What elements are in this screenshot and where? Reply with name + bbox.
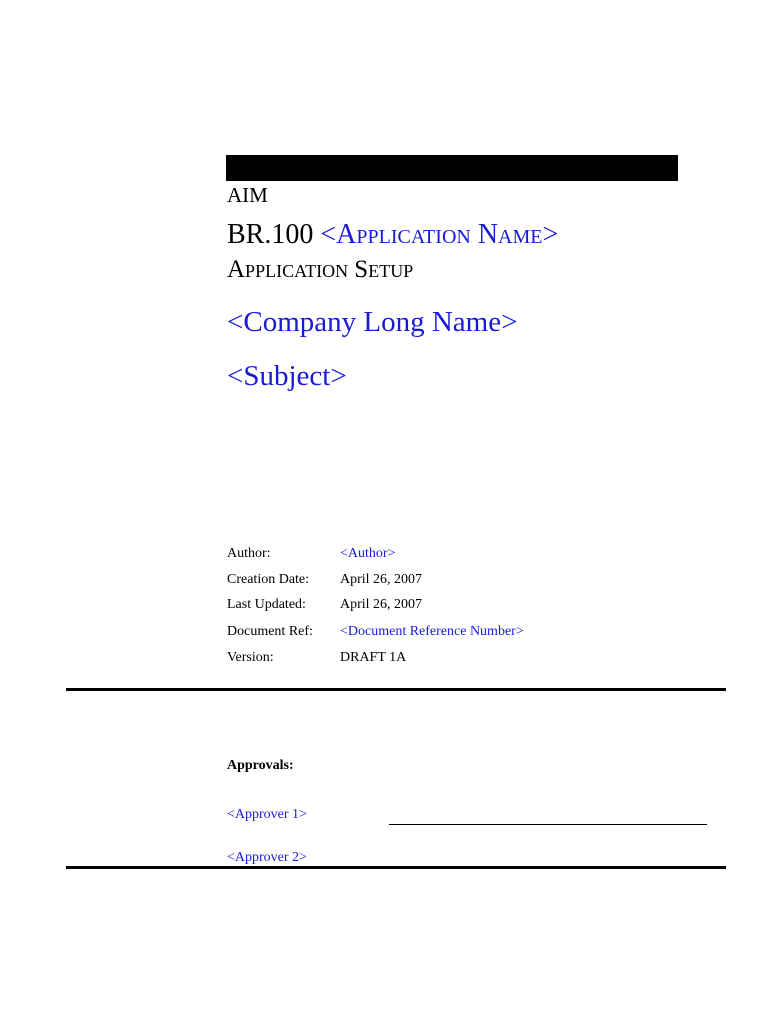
creation-date-value: April 26, 2007 [340, 572, 423, 587]
approvals-heading: Approvals: [227, 758, 294, 773]
document-title [227, 218, 558, 252]
document-code: BR.100 [227, 219, 314, 250]
company-long-name-placeholder: <Company Long Name> [227, 306, 518, 338]
org-name: AIM [227, 183, 268, 207]
approver-1-signature-line [389, 824, 707, 825]
last-updated-value: April 26, 2007 [340, 597, 423, 612]
document-ref-label: Document Ref: [227, 624, 313, 639]
author-label: Author: [227, 546, 271, 561]
header-black-bar [226, 155, 678, 181]
subject-placeholder: <Subject> [227, 360, 347, 392]
divider-top [66, 688, 726, 691]
divider-bottom [66, 866, 726, 869]
version-value: DRAFT 1A [340, 650, 407, 665]
approver-2-placeholder: <Approver 2> [227, 850, 307, 865]
approver-1-placeholder: <Approver 1> [227, 807, 307, 822]
document-ref-value: <Document Reference Number> [340, 624, 524, 639]
version-label: Version: [227, 650, 274, 665]
author-value: <Author> [340, 546, 396, 561]
document-subtitle: Application Setup [227, 256, 414, 283]
creation-date-label: Creation Date: [227, 572, 310, 587]
application-name-placeholder: <Application Name> [320, 219, 559, 250]
last-updated-label: Last Updated: [227, 597, 306, 612]
